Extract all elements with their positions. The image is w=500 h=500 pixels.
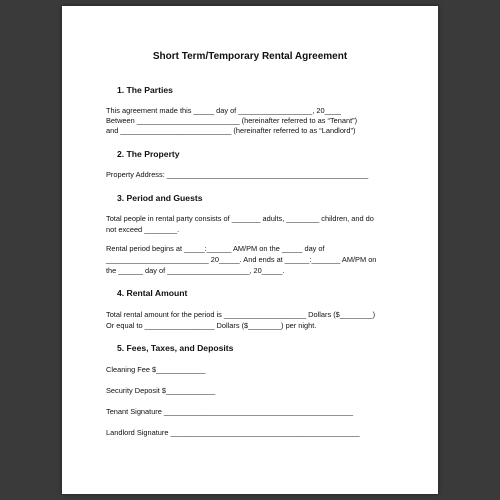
amount-line-nightly: Or equal to _________________ Dollars ($________) per night. <box>106 321 317 330</box>
parties-line-date: This agreement made this _____ day of __________________, 20____ <box>106 106 342 115</box>
section-heading-property: 2. The Property <box>117 149 180 159</box>
period-line-end-date: the ______ day of ____________________, 20_____. <box>106 266 285 275</box>
section-heading-period: 3. Period and Guests <box>117 193 203 203</box>
document-title: Short Term/Temporary Rental Agreement <box>152 51 348 62</box>
document-page <box>62 6 438 494</box>
section-heading-fees: 5. Fees, Taxes, and Deposits <box>117 343 234 353</box>
period-line-begins: Rental period begins at _____:______ AM/PM on the _____ day of <box>106 244 325 253</box>
section-heading-parties: 1. The Parties <box>117 85 173 95</box>
section-heading-amount: 4. Rental Amount <box>117 288 188 298</box>
property-address-line: Property Address: _________________________________________________ <box>106 170 369 179</box>
tenant-signature-line: Tenant Signature ______________________________________________ <box>106 407 354 416</box>
period-line-guests-limit: not exceed ________. <box>106 225 180 234</box>
fees-line-deposit: Security Deposit $____________ <box>106 386 216 395</box>
landlord-signature-line: Landlord Signature ______________________________________________ <box>106 428 360 437</box>
period-line-ends: _________________________ 20_____. And ends at ______:_______ AM/PM on <box>106 255 377 264</box>
parties-line-tenant: Between _________________________ (hereinafter referred to as “Tenant”) <box>106 116 358 125</box>
fees-line-cleaning: Cleaning Fee $____________ <box>106 365 206 374</box>
parties-line-landlord: and ___________________________ (hereinafter referred to as “Landlord”) <box>106 126 356 135</box>
amount-line-total: Total rental amount for the period is ____________________ Dollars ($________) <box>106 310 376 319</box>
period-line-guests: Total people in rental party consists of _______ adults, ________ children, and do <box>106 214 374 223</box>
